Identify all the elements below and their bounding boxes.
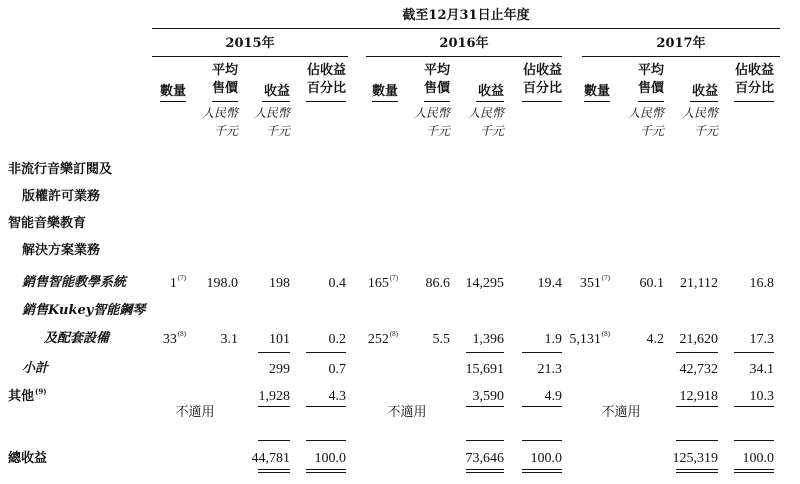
cell-rev: 198 [269,276,290,291]
divider [366,56,562,57]
double-underline [466,469,504,473]
col-pct-l2: 百分比 [306,81,346,96]
double-underline [676,469,718,473]
cell-total-rev: 44,781 [251,451,290,466]
cell-rev: 12,918 [679,389,718,404]
divider [676,440,718,441]
cell-price: 4.2 [646,332,664,347]
year-2015: 2015年 [225,36,275,51]
divider [584,101,610,102]
row-label: 智能音樂教育 [8,216,87,231]
divider [258,352,290,353]
double-underline [734,469,774,473]
divider [306,406,346,407]
unit-thousand: 千元 [265,124,290,138]
row-label: 解決方案業務 [22,243,101,258]
cell-rev: 42,732 [679,362,718,377]
divider [734,352,774,353]
cell-pct: 4.9 [544,389,562,404]
col-pct-l1: 佔收益 [306,63,346,78]
footnote-ref: (8) [601,330,610,338]
cell-pct: 0.7 [328,362,346,377]
cell-qty: 33$^{(8)}$ [162,330,186,347]
col-qty: 數量 [159,84,186,99]
divider [152,28,780,29]
cell-rev: 1,396 [472,332,504,347]
cell-pct: 19.4 [537,276,562,291]
cell-rev: 14,295 [465,276,504,291]
divider [160,101,186,102]
divider [734,406,774,407]
cell-price: 3.1 [220,332,238,347]
divider [690,101,718,102]
row-label: 小計 [22,361,49,376]
divider [676,406,718,407]
unit-rmb: 人民幣 [413,106,450,120]
cell-pct: 0.4 [328,276,346,291]
year-2017: 2017年 [656,36,706,51]
cell-pct: 1.9 [544,332,562,347]
cell-rev: 299 [269,362,290,377]
divider [676,352,718,353]
col-pct-l1: 佔收益 [734,63,774,78]
cell-total-rev: 125,319 [672,451,718,466]
row-label: 銷售智能教學系統 [22,275,127,290]
col-rev: 收益 [263,84,290,99]
divider [522,352,562,353]
col-rev: 收益 [691,84,718,99]
col-price-l2: 售價 [211,81,238,96]
cell-pct: 16.8 [749,276,774,291]
divider [306,352,346,353]
divider [262,101,290,102]
col-qty: 數量 [583,84,610,99]
footnote-ref: (9) [35,387,47,396]
divider [466,352,504,353]
cell-qty: 5,131$^{(8)}$ [569,330,610,347]
cell-pct: 17.3 [749,332,774,347]
col-qty: 數量 [371,84,398,99]
cell-pct: 4.3 [328,389,346,404]
unit-thousand: 千元 [639,124,664,138]
row-label: 銷售Kukey智能鋼琴 [22,303,146,318]
divider [152,56,348,57]
cell-qty: 252$^{(8)}$ [367,330,398,347]
col-pct-l2: 百分比 [734,81,774,96]
cell-rev: 1,928 [258,389,290,404]
col-price-l1: 平均 [211,63,238,78]
unit-thousand: 千元 [693,124,718,138]
year-2016: 2016年 [439,36,489,51]
row-label: 其他$^{(9)}$ [8,387,47,404]
footnote-ref: (8) [389,330,398,338]
row-label: 非流行音樂訂閱及 [8,162,113,177]
divider [424,101,450,102]
cell-qty: 165$^{(7)}$ [367,274,398,291]
cell-price: 5.5 [432,332,450,347]
cell-pct: 0.2 [328,332,346,347]
col-pct-l2: 百分比 [522,81,562,96]
divider [258,440,290,441]
double-underline [258,469,290,473]
unit-thousand: 千元 [213,124,238,138]
double-underline [522,469,562,473]
divider [522,101,562,102]
footnote-ref: (8) [177,330,186,338]
col-rev: 收益 [477,84,504,99]
not-applicable: 不適用 [175,405,215,420]
divider [734,440,774,441]
footnote-ref: (7) [601,274,610,282]
row-label: 及配套設備 [44,331,110,346]
cell-pct: 10.3 [749,389,774,404]
cell-qty: 351$^{(7)}$ [579,274,610,291]
unit-thousand: 千元 [425,124,450,138]
cell-price: 198.0 [206,276,238,291]
cell-qty: 1$^{(7)}$ [169,274,186,291]
not-applicable: 不適用 [387,405,427,420]
unit-rmb: 人民幣 [253,106,290,120]
unit-rmb: 人民幣 [681,106,718,120]
cell-pct: 21.3 [537,362,562,377]
divider [258,406,290,407]
divider [306,440,346,441]
divider [638,101,664,102]
divider [582,56,780,57]
col-price-l1: 平均 [423,63,450,78]
divider [734,101,774,102]
row-label: 總收益 [8,451,48,466]
col-price-l2: 售價 [423,81,450,96]
divider [522,406,562,407]
unit-rmb: 人民幣 [201,106,238,120]
cell-total-pct: 100.0 [530,451,562,466]
cell-total-pct: 100.0 [742,451,774,466]
cell-rev: 21,620 [679,332,718,347]
row-label: 版權許可業務 [22,189,101,204]
divider [522,440,562,441]
double-underline [306,469,346,473]
cell-price: 60.1 [639,276,664,291]
divider [466,406,504,407]
cell-rev: 21,112 [680,276,718,291]
cell-pct: 34.1 [749,362,774,377]
cell-rev: 3,590 [472,389,504,404]
period-header: 截至12月31日止年度 [402,8,530,23]
col-price-l2: 售價 [637,81,664,96]
cell-rev: 101 [269,332,290,347]
unit-rmb: 人民幣 [627,106,664,120]
footnote-ref: (7) [389,274,398,282]
cell-total-pct: 100.0 [314,451,346,466]
unit-thousand: 千元 [479,124,504,138]
col-price-l1: 平均 [637,63,664,78]
col-pct-l1: 佔收益 [522,63,562,78]
divider [476,101,504,102]
divider [306,101,346,102]
divider [372,101,398,102]
cell-price: 86.6 [425,276,450,291]
cell-rev: 15,691 [465,362,504,377]
not-applicable: 不適用 [601,405,641,420]
cell-total-rev: 73,646 [465,451,504,466]
unit-rmb: 人民幣 [467,106,504,120]
footnote-ref: (7) [177,274,186,282]
divider [212,101,238,102]
divider [466,440,504,441]
